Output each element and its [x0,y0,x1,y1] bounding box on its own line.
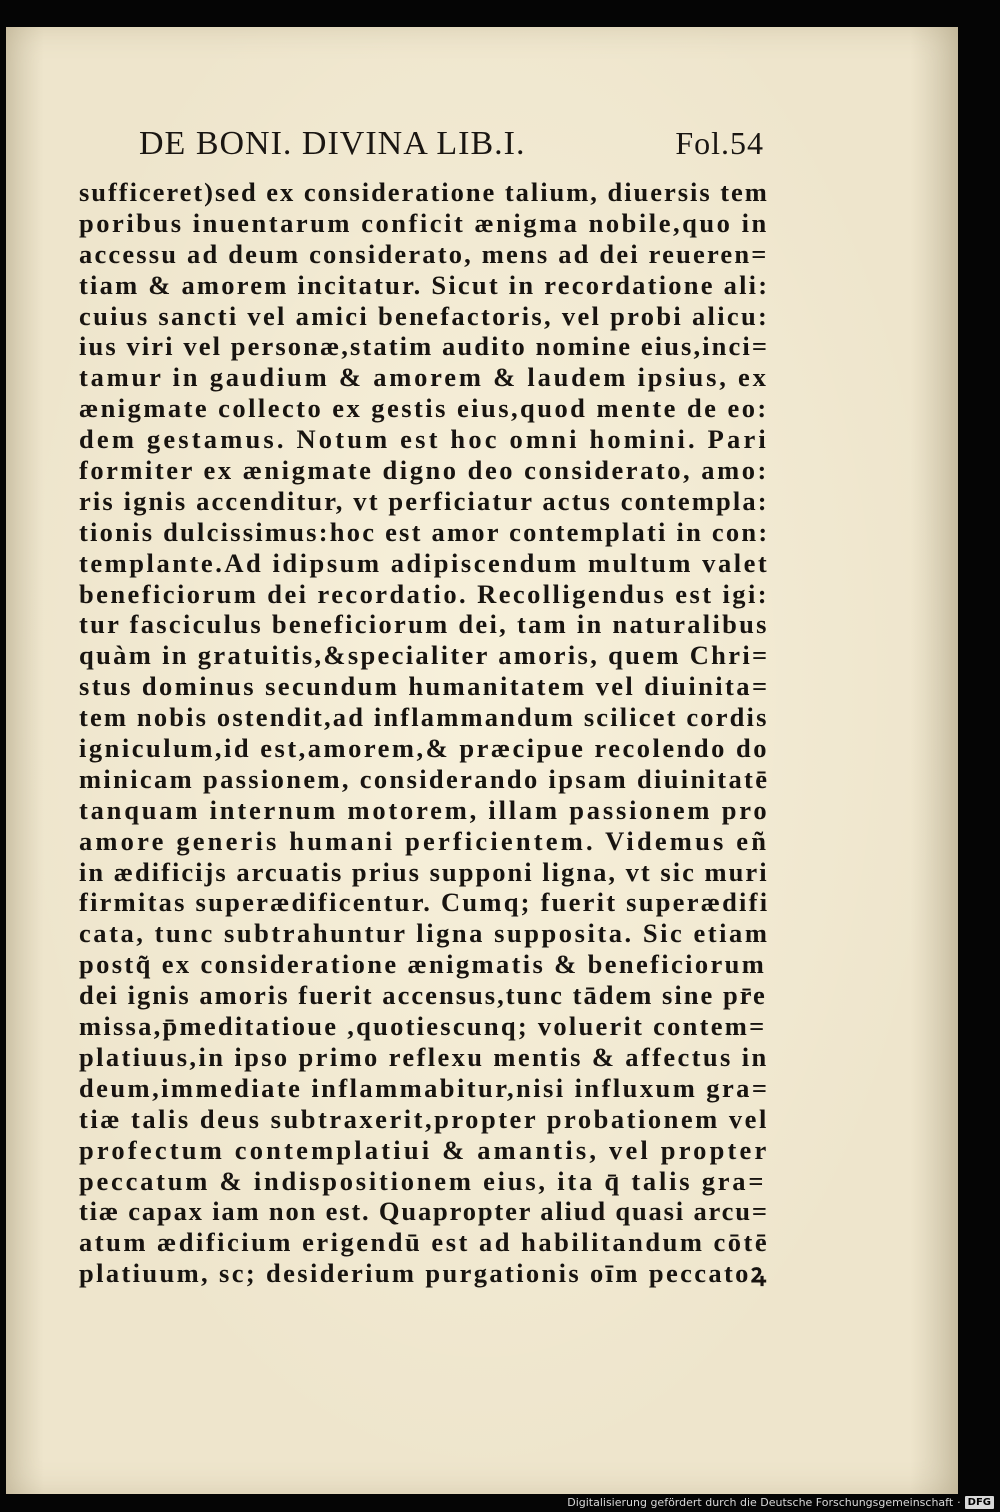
book-page [6,27,958,1494]
text-line: minicam passionem, considerando ipsam diuinitatē [79,763,770,794]
text-line: cata, tunc subtrahuntur ligna supposita. Sic etiam [79,918,770,949]
running-title: DE BONI. DIVINA LIB.I. [139,125,526,162]
text-line: tiæ talis deus subtraxerit,propter probationem vel [79,1103,769,1134]
text-line: ris ignis accenditur, vt perficiatur actus contempla: [79,485,769,516]
text-line: poribus inuentarum conficit ænigma nobile,quo in [79,207,769,238]
text-line: deum,immediate inflammabitur,nisi influxum gra= [79,1072,770,1103]
text-line: tiæ capax iam non est. Quapropter aliud quasi arcu= [79,1196,769,1227]
text-line: amore generis humani perficientem. Videmus eñ [79,825,770,856]
credit-separator: · [957,1495,961,1509]
text-line: tur fasciculus beneficiorum dei, tam in naturalibus [79,609,769,640]
text-line: ænigmate collecto ex gestis eius,quod mente de eo: [79,393,769,424]
text-line: peccatum & indispositionem eius, ita q̄ talis gra= [79,1165,767,1196]
text-line: tanquam internum motorem, illam passionem pro [79,794,770,825]
text-line: firmitas superædificentur. Cumq; fuerit superædifi [79,887,770,918]
text-line: dei ignis amoris fuerit accensus,tunc tādem sine pr̄e [79,980,767,1011]
text-line: cuius sancti vel amici benefactoris, vel probi alicu: [79,300,770,331]
text-block [79,177,769,1289]
text-line: accessu ad deum considerato, mens ad dei reueren= [79,238,769,269]
text-line: stus dominus secundum humanitatem vel diuinita= [79,671,770,702]
digitization-credit [567,1494,994,1510]
text-line: ius viri vel personæ,statim audito nomine eius,inci= [79,331,770,362]
dfg-logo: DFG [965,1496,994,1509]
text-line: formiter ex ænigmate digno deo considerato, amo: [79,455,769,486]
credit-text: Digitalisierung gefördert durch die Deutsche Forschungsgemeinschaft [567,1495,954,1509]
text-line: tamur in gaudium & amorem & laudem ipsius, ex [79,362,769,393]
text-line: beneficiorum dei recordatio. Recolligendus est igi: [79,578,770,609]
text-line: platiuum, sc; desiderium purgationis oīm peccatoꝝ [79,1258,769,1289]
text-line: tionis dulcissimus:hoc est amor contemplati in con: [79,516,770,547]
text-line: dem gestamus. Notum est hoc omni homini. Pari [79,424,769,455]
text-line: profectum contemplatiui & amantis, vel propter [79,1134,770,1165]
text-line: postq̃ ex consideratione ænigmatis & beneficiorum [79,949,767,980]
text-line: platiuus,in ipso primo reflexu mentis & affectus in [79,1041,769,1072]
text-line: missa,p̄meditatioue ,quotiescunq; voluerit contem= [79,1011,767,1042]
text-line: templante.Ad idipsum adipiscendum multum valet [79,547,770,578]
text-line: tiam & amorem incitatur. Sicut in recordatione ali: [79,269,770,300]
text-line: atum ædificium erigendū est ad habilitandum cōtē [79,1227,770,1258]
folio-number: Fol.54 [675,125,764,161]
text-line: quàm in gratuitis,&specialiter amoris, quem Chri= [79,640,770,671]
running-header [139,125,764,165]
text-line: tem nobis ostendit,ad inflammandum scilicet cordis [79,702,769,733]
text-line: in ædificijs arcuatis prius supponi ligna, vt sic muri [79,856,769,887]
text-line: sufficeret)sed ex consideratione talium, diuersis tem [79,177,769,207]
text-line: igniculum,id est,amorem,& præcipue recolendo do [79,733,770,764]
